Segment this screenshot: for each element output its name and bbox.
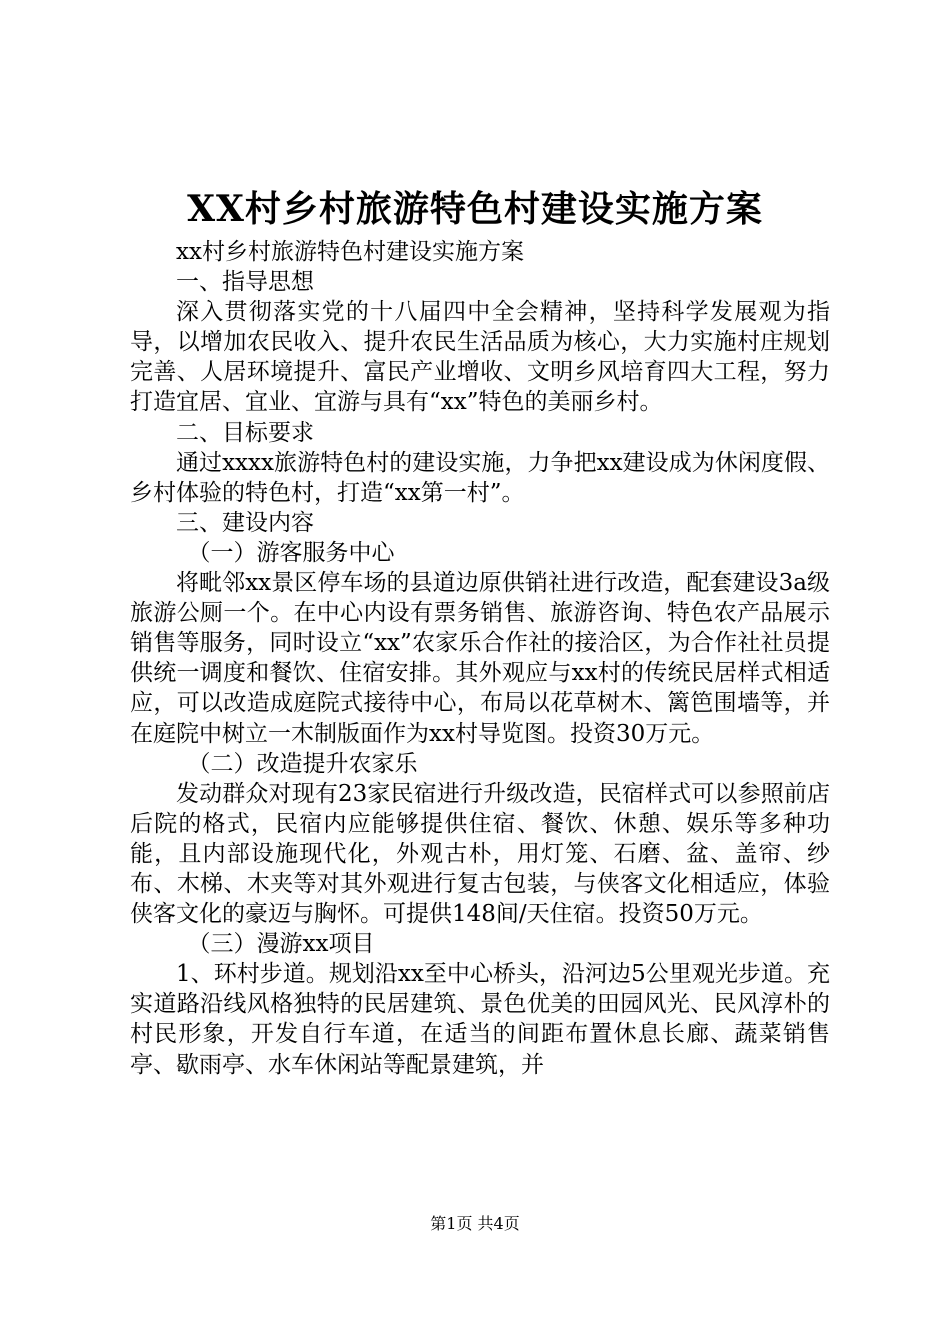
document-body (130, 237, 830, 1080)
subheading-visitor-center: （一）游客服务中心 (187, 539, 395, 566)
paragraph-farmhouse-upgrade: 发动群众对现有23家民宿进行升级改造，民宿样式可以参照前店后院的格式，民宿内应能够提供住宿、餐饮、休憩、娱乐等多种功能，且内部设施现代化，外观古朴，用灯笼、石磨、盆、盖帘、纱布、木梯、木夹等对其外观进行复古包装，与侠客文化相适应，体验侠客文化的豪迈与胸怀。可提供148间/天住宿。投资50万元。 (130, 780, 830, 928)
heading-guiding-ideology: 一、指导思想 (176, 269, 314, 296)
paragraph-visitor-center: 将毗邻xx景区停车场的县道边原供销社进行改造，配套建设3a级旅游公厕一个。在中心内设有票务销售、旅游咨询、特色农产品展示销售等服务，同时设立“xx”农家乐合作社的接洽区，为合作社社员提供统一调度和餐饮、住宿安排。其外观应与xx村的传统民居样式相适应，可以改造成庭院式接待中心，布局以花草树木、篱笆围墙等，并在庭院中树立一木制版面作为xx村导览图。投资30万元。 (130, 570, 830, 747)
paragraph-guiding-ideology: 深入贯彻落实党的十八届四中全会精神，坚持科学发展观为指导，以增加农民收入、提升农民生活品质为核心，大力实施村庄规划完善、人居环境提升、富民产业增收、文明乡风培育四大工程，努力打造宜居、宜业、宜游与具有“xx”特色的美丽乡村。 (130, 299, 830, 416)
paragraph-goals: 通过xxxx旅游特色村的建设实施，力争把xx建设成为休闲度假、乡村体验的特色村，打造“xx第一村”。 (130, 449, 830, 506)
paragraph-doc-name: xx村乡村旅游特色村建设实施方案 (176, 239, 524, 265)
document-title: XX村乡村旅游特色村建设实施方案 (187, 188, 763, 230)
heading-goals: 二、目标要求 (176, 419, 314, 446)
paragraph-village-trail: 1、环村步道。规划沿xx至中心桥头，沿河边5公里观光步道。充实道路沿线风格独特的民居建筑、景色优美的田园风光、民风淳朴的村民形象，开发自行车道，在适当的间距布置休息长廊、蔬菜销售亭、歇雨亭、水车休闲站等配景建筑，并 (130, 961, 830, 1078)
subheading-farmhouse-upgrade: （二）改造提升农家乐 (187, 750, 418, 777)
heading-construction-content: 三、建设内容 (176, 509, 314, 536)
subheading-roaming-project: （三）漫游xx项目 (187, 931, 375, 958)
page-number-footer: 第1页 共4页 (430, 1214, 520, 1233)
